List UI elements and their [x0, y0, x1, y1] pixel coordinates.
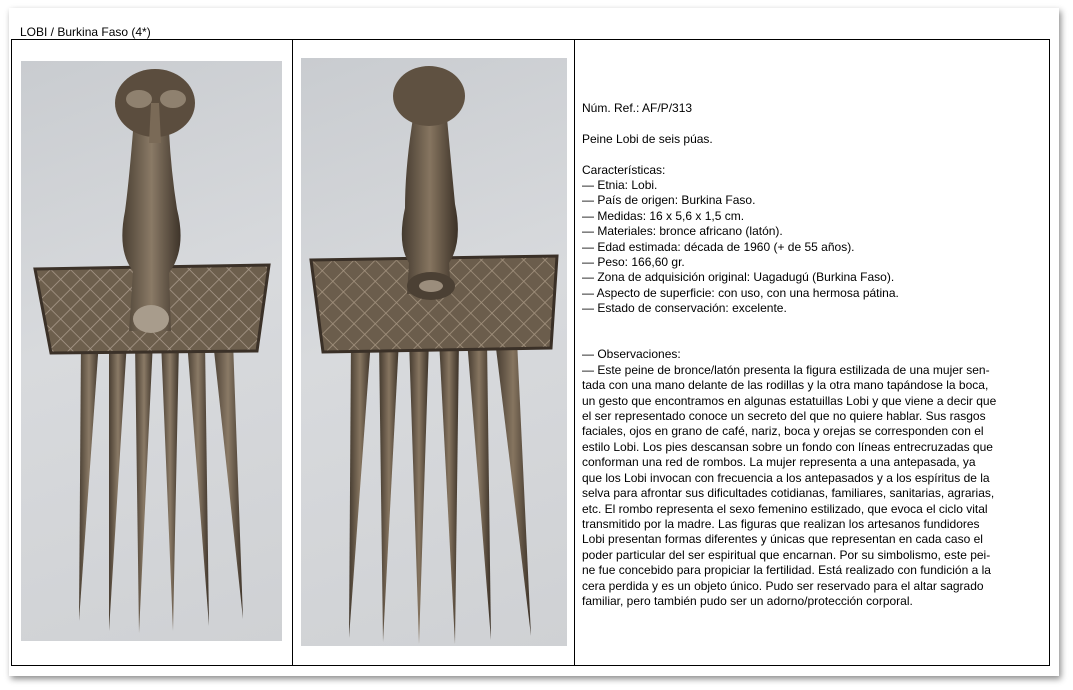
characteristic-item: — Materiales: bronce africano (latón). — [582, 224, 783, 239]
description-text — [582, 101, 1042, 609]
characteristics-heading: Características: — [582, 162, 666, 177]
observation-line: conforman una red de rombos. La mujer representa a una antepasada, ya — [582, 455, 976, 470]
observation-line: que los Lobi invocan con frecuencia a los antepasados y a los espíritus de la — [582, 470, 990, 485]
reference-number: Núm. Ref.: AF/P/313 — [582, 101, 693, 115]
back-photo-cell — [293, 40, 575, 665]
comb-front-illustration — [21, 61, 282, 641]
document-page — [9, 8, 1059, 676]
observation-line: faciales, ojos en grano de café, nariz, boca y orejas se corresponden con el — [582, 424, 984, 439]
page-title: LOBI / Burkina Faso (4*) — [20, 25, 151, 39]
observations-heading: — Observaciones: — [582, 347, 681, 362]
observation-line: el ser representado conoce un secreto del que no quiere hablar. Sus rasgos — [582, 409, 986, 424]
observation-line: cera perdida y es un objeto único. Pudo ser reservado para el altar sagrado — [582, 578, 984, 593]
observation-line: — Este peine de bronce/latón presenta la figura estilizada de una mujer sen- — [582, 362, 990, 377]
description-cell — [575, 40, 1049, 665]
characteristic-item: — Etnia: Lobi. — [582, 178, 658, 192]
item-name: Peine Lobi de seis púas. — [582, 131, 713, 146]
observation-line: etc. El rombo representa el sexo femenino estilizado, que evoca el ciclo vital — [582, 501, 988, 516]
comb-front-photo — [21, 61, 282, 641]
characteristic-item: — País de origen: Burkina Faso. — [582, 193, 756, 208]
front-photo-cell — [12, 40, 293, 665]
observation-line: familiar, pero también pudo ser un adorno/protección corporal. — [582, 593, 913, 608]
comb-back-photo — [301, 58, 567, 646]
characteristic-item: — Peso: 166,60 gr. — [582, 255, 685, 270]
observation-line: estilo Lobi. Los pies descansan sobre un fondo con líneas entrecruzadas que — [582, 439, 993, 454]
observation-line: un gesto que encontramos en algunas estatuillas Lobi y que viene a decir que — [582, 393, 997, 408]
characteristic-item: — Aspecto de superficie: con uso, con una hermosa pátina. — [582, 285, 899, 300]
observation-line: poder particular del ser espiritual que encarnan. Por su simbolismo, este pei- — [582, 547, 991, 562]
characteristic-item: — Zona de adquisición original: Uagadugú (Burkina Faso). — [582, 270, 895, 285]
observation-line: transmitido por la madre. Las figuras que realizan los artesanos fundidores — [582, 516, 980, 531]
catalog-table — [11, 39, 1050, 666]
observation-line: Lobi presentan formas diferentes y únicas que representan en cada caso el — [582, 532, 983, 547]
characteristic-item: — Medidas: 16 x 5,6 x 1,5 cm. — [582, 208, 745, 223]
comb-back-illustration — [301, 58, 567, 646]
observation-line: tada con una mano delante de las rodillas y la otra mano tapándose la boca, — [582, 378, 989, 393]
observation-line: ne fue concebido para propiciar la fertilidad. Está realizado con fundición a la — [582, 563, 991, 578]
observation-line: selva para afrontar sus dificultades cotidianas, familiares, sanitarias, agrarias, — [582, 486, 995, 501]
characteristic-item: — Estado de conservación: excelente. — [582, 301, 787, 316]
characteristic-item: — Edad estimada: década de 1960 (+ de 55 años). — [582, 239, 855, 254]
